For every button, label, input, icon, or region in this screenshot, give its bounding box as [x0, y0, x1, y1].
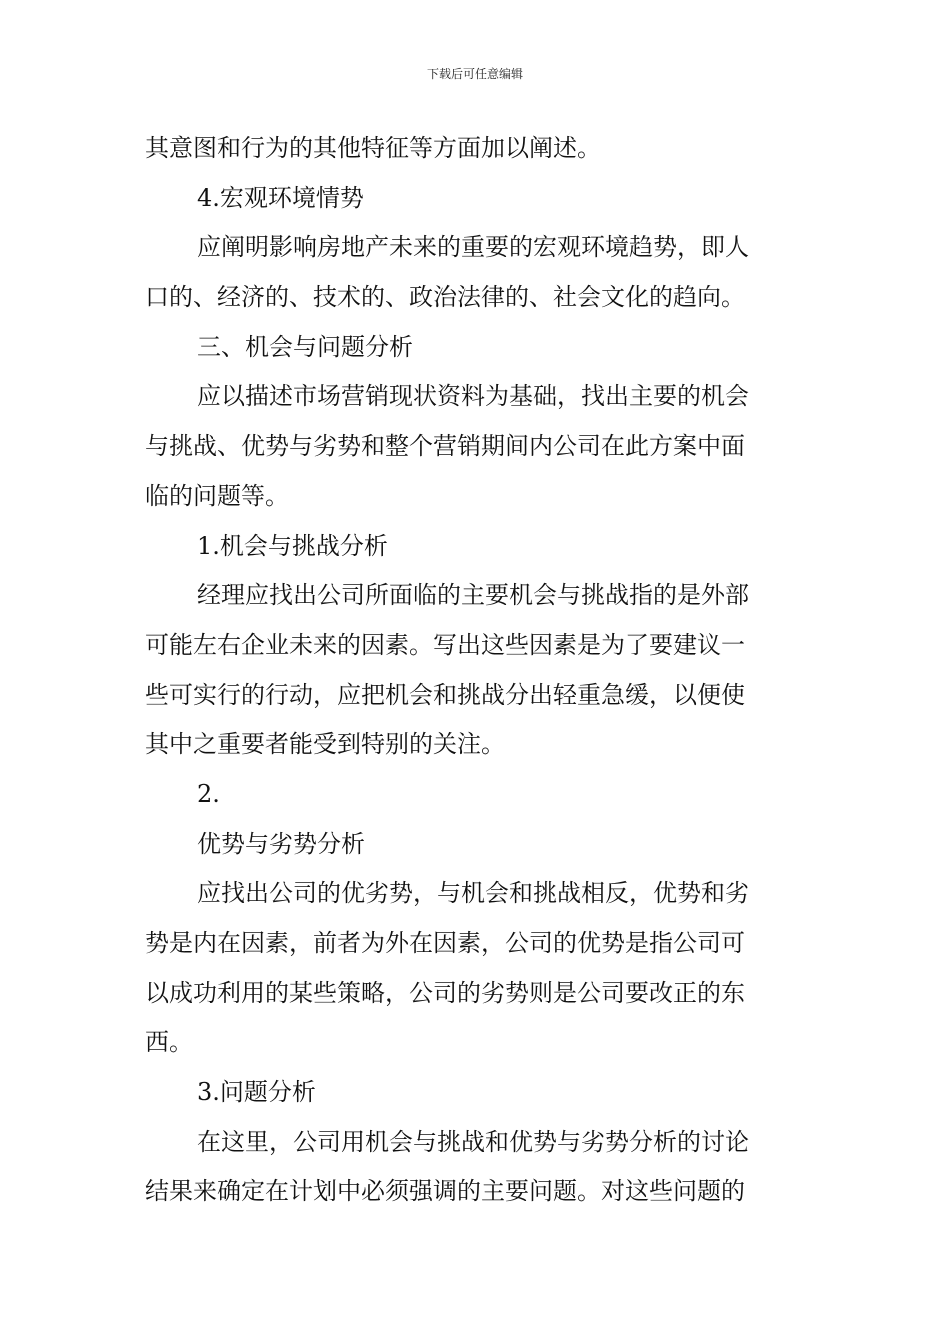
paragraph-line: 口的、经济的、技术的、政治法律的、社会文化的趋向。	[145, 283, 745, 312]
paragraph-line: 在这里，公司用机会与挑战和优势与劣势分析的讨论	[197, 1127, 749, 1156]
paragraph-line: 西。	[145, 1028, 193, 1057]
section-number: 2.	[197, 779, 220, 808]
paragraph-line: 经理应找出公司所面临的主要机会与挑战指的是外部	[197, 581, 749, 610]
paragraph-line: 其中之重要者能受到特别的关注。	[145, 730, 505, 759]
paragraph-line: 势是内在因素，前者为外在因素，公司的优势是指公司可	[145, 929, 745, 957]
section-heading: 4.宏观环境情势	[197, 183, 364, 212]
paragraph-line: 与挑战、优势与劣势和整个营销期间内公司在此方案中面	[145, 432, 745, 461]
section-heading: 3.问题分析	[197, 1078, 316, 1107]
paragraph-line: 临的问题等。	[145, 481, 289, 510]
paragraph-line: 以成功利用的某些策略，公司的劣势则是公司要改正的东	[145, 978, 745, 1007]
document-body	[145, 124, 810, 1217]
section-heading: 优势与劣势分析	[197, 829, 365, 858]
paragraph-line: 应以描述市场营销现状资料为基础，找出主要的机会	[197, 382, 749, 411]
paragraph-line: 应阐明影响房地产未来的重要的宏观环境趋势，即人	[197, 233, 749, 262]
page-header: 下载后可任意编辑	[426, 67, 523, 81]
section-heading: 三、机会与问题分析	[197, 332, 413, 361]
section-heading: 1.机会与挑战分析	[197, 531, 388, 560]
paragraph-line: 些可实行的行动，应把机会和挑战分出轻重急缓，以便使	[145, 680, 745, 709]
paragraph-line: 应找出公司的优劣势，与机会和挑战相反，优势和劣	[197, 879, 749, 908]
paragraph-line: 可能左右企业未来的因素。写出这些因素是为了要建议一	[145, 630, 745, 659]
paragraph-line: 其意图和行为的其他特征等方面加以阐述。	[145, 134, 601, 162]
paragraph-line: 结果来确定在计划中必须强调的主要问题。对这些问题的	[145, 1177, 745, 1206]
